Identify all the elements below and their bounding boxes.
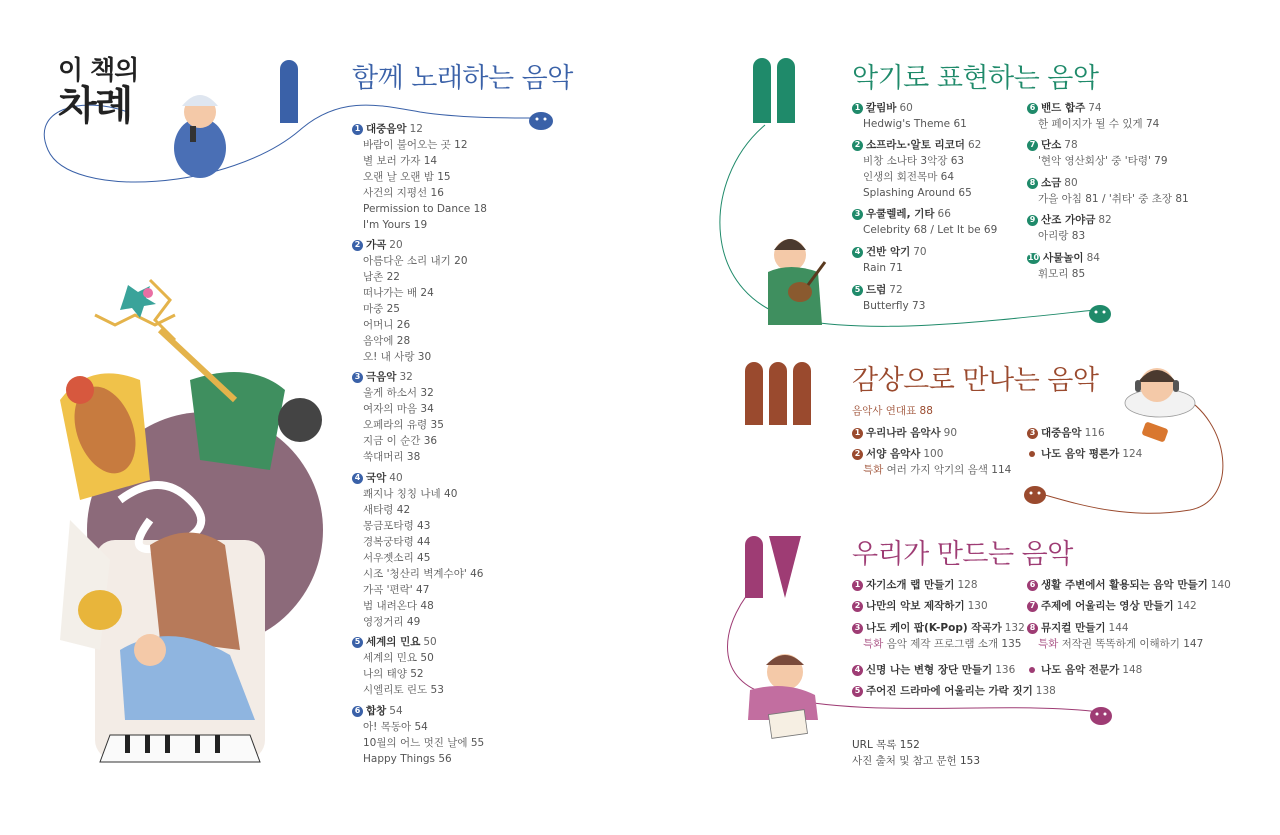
list-item[interactable]: 경복궁타령 44 [363, 536, 431, 548]
section-title[interactable]: 생활 주변에서 활용되는 음악 만들기 [1041, 579, 1208, 591]
section-page: 74 [1088, 102, 1102, 114]
list-item[interactable]: Hedwig's Theme 61 [863, 118, 967, 130]
part2-section-6 [1027, 100, 1159, 132]
section-title[interactable]: 주어진 드라마에 어울리는 가락 짓기 [866, 685, 1033, 697]
part3-section-3 [1027, 425, 1105, 441]
list-item[interactable]: Celebrity 68 / Let It be 69 [863, 224, 998, 236]
list-item[interactable]: 마중 25 [363, 303, 400, 315]
list-item[interactable]: 사건의 지평선 16 [363, 187, 444, 199]
section-page: 62 [967, 139, 982, 151]
section-number: 3 [352, 372, 363, 383]
part4-section-1 [852, 577, 978, 593]
list-item[interactable]: 오페라의 유령 35 [363, 419, 444, 431]
section-number: 7 [1027, 140, 1038, 151]
list-item[interactable]: 영정거리 49 [363, 616, 421, 628]
section-page: 130 [967, 600, 988, 612]
section-number: 5 [852, 285, 863, 296]
section-title[interactable]: 국악 [366, 472, 387, 484]
special-label: 특화 [863, 638, 884, 650]
part1-section-5 [352, 634, 444, 698]
section-page: 140 [1210, 579, 1231, 591]
list-item[interactable]: 아리랑 83 [1038, 230, 1086, 242]
section-title[interactable]: 세계의 민요 [366, 636, 421, 648]
section-page: 70 [913, 246, 927, 258]
list-item[interactable]: 아름다운 소리 내기 20 [363, 255, 468, 267]
part2-numeral [753, 58, 795, 123]
section-number: 2 [852, 140, 863, 151]
section-page: 138 [1035, 685, 1056, 697]
section-page: 90 [943, 427, 958, 439]
appendix-sources[interactable]: 사진 출처 및 참고 문헌 153 [852, 755, 981, 767]
section-page: 40 [389, 472, 403, 484]
section-page: 12 [409, 123, 423, 135]
section-number: 6 [1027, 103, 1038, 114]
ukulele-player-illustration [768, 239, 825, 325]
list-item[interactable]: 가곡 '편락' 47 [363, 584, 430, 596]
part3-section-1 [852, 425, 957, 441]
list-item[interactable]: 가을 아침 81 / '취타' 중 초장 81 [1038, 193, 1189, 205]
list-item[interactable]: 음악 제작 프로그램 소개 135 [886, 638, 1022, 650]
section-page: 50 [423, 636, 437, 648]
section-title[interactable]: 우리나라 음악사 [866, 427, 941, 439]
part1-section-3 [352, 369, 444, 465]
section-number: 4 [352, 473, 363, 484]
list-item[interactable]: 어머니 26 [363, 319, 411, 331]
part2-section-4 [852, 244, 927, 276]
part4-section-7 [1027, 598, 1197, 614]
section-page: 142 [1176, 600, 1197, 612]
section-title[interactable]: 신명 나는 변형 장단 만들기 [866, 664, 993, 676]
section-title[interactable]: 밴드 합주 [1041, 102, 1086, 114]
list-item[interactable]: 오! 내 사랑 30 [363, 351, 432, 363]
bullet-icon [1029, 451, 1035, 457]
section-number: 2 [352, 240, 363, 251]
band-illustration [60, 280, 323, 762]
list-item[interactable]: Permission to Dance 18 [363, 203, 487, 215]
section-title[interactable]: 서양 음악사 [866, 448, 921, 460]
part4-section-3 [852, 620, 1025, 652]
list-item[interactable]: 떠나가는 배 24 [363, 287, 434, 299]
list-item[interactable]: 시조 '청산리 벽계수야' 46 [363, 568, 484, 580]
special-label: 특화 [863, 464, 884, 476]
section-title[interactable]: 주제에 어울리는 영상 만들기 [1041, 600, 1174, 612]
list-item[interactable]: 여러 가지 악기의 음색 114 [886, 464, 1012, 476]
part1-section-4 [352, 470, 483, 630]
list-item[interactable]: 아! 목동아 54 [363, 721, 428, 733]
section-number: 8 [1027, 178, 1038, 189]
part1-section-6 [352, 703, 484, 767]
part4-title: 우리가 만드는 음악 [852, 539, 1073, 570]
list-item[interactable]: 쑥대머리 38 [363, 451, 421, 463]
section-page: 78 [1064, 139, 1078, 151]
list-item[interactable]: 시엘리토 린도 53 [363, 684, 444, 696]
singer-illustration [174, 95, 226, 178]
section-page: 54 [389, 705, 403, 717]
part3-section-2 [852, 446, 1011, 478]
appendix [852, 737, 980, 769]
list-item[interactable]: 저작권 똑똑하게 이해하기 147 [1061, 638, 1204, 650]
section-title[interactable]: 소프라노·알토 리코더 [866, 139, 965, 151]
part4-section-5 [852, 683, 1056, 699]
part2-section-10 [1027, 250, 1100, 282]
list-item[interactable]: '현악 영산회상' 중 '타령' 79 [1038, 155, 1168, 167]
creature-part2 [1089, 305, 1111, 323]
part1-numeral [280, 60, 298, 123]
section-number: 4 [852, 247, 863, 258]
section-page: 84 [1086, 252, 1100, 264]
part2-title: 악기로 표현하는 음악 [852, 63, 1099, 94]
section-number: 1 [352, 124, 363, 135]
section-title[interactable]: 자기소개 랩 만들기 [866, 579, 955, 591]
list-item[interactable]: 새타령 42 [363, 504, 411, 516]
part4-section-8 [1027, 620, 1203, 652]
list-item[interactable]: 휘모리 85 [1038, 268, 1086, 280]
section-number: 7 [1027, 601, 1038, 612]
part4-section-4 [852, 662, 1015, 678]
section-number: 5 [852, 686, 863, 697]
list-item[interactable]: 서우젯소리 45 [363, 552, 431, 564]
section-page: 82 [1098, 214, 1112, 226]
part4-numeral [745, 536, 801, 598]
section-title[interactable]: 대중음악 [1041, 427, 1082, 439]
section-page: 100 [923, 448, 944, 460]
part4-section-2 [852, 598, 988, 614]
section-number: 5 [352, 637, 363, 648]
section-number: 8 [1027, 623, 1038, 634]
list-item[interactable]: 바람이 불어오는 곳 12 [363, 139, 468, 151]
section-title[interactable]: 단소 [1041, 139, 1062, 151]
section-title[interactable]: 우쿨렐레, 기타 [866, 208, 935, 220]
part3-numeral [745, 362, 811, 425]
section-title[interactable]: 나도 음악 평론가 [1041, 448, 1120, 460]
creature-part3 [1024, 486, 1046, 504]
section-number: 3 [852, 623, 863, 634]
section-title[interactable]: 대중음악 [366, 123, 407, 135]
list-item[interactable]: Happy Things 56 [363, 753, 452, 765]
list-item[interactable]: 나의 태양 52 [363, 668, 424, 680]
part4-section-6 [1027, 577, 1231, 593]
part2-section-9 [1027, 212, 1112, 244]
section-number: 9 [1027, 215, 1038, 226]
section-number: 2 [852, 601, 863, 612]
section-title[interactable]: 소금 [1041, 177, 1062, 189]
section-title[interactable]: 산조 가야금 [1041, 214, 1096, 226]
list-item[interactable]: 별 보러 가자 14 [363, 155, 438, 167]
list-item[interactable]: 비창 소나타 3악장 63 [863, 155, 965, 167]
section-number: 1 [852, 580, 863, 591]
section-page: 128 [957, 579, 978, 591]
list-item[interactable]: Splashing Around 65 [863, 187, 972, 199]
list-item[interactable]: 인생의 회전목마 64 [863, 171, 955, 183]
section-title[interactable]: 극음악 [366, 371, 397, 383]
list-item[interactable]: 울게 하소서 32 [363, 387, 434, 399]
section-page: 20 [389, 239, 403, 251]
bullet-icon [1029, 667, 1035, 673]
section-number: 4 [852, 665, 863, 676]
section-page: 148 [1122, 664, 1143, 676]
appendix-url-list[interactable]: URL 목록 152 [852, 739, 920, 751]
section-title[interactable]: 나도 음악 전문가 [1041, 664, 1120, 676]
section-number: 3 [852, 209, 863, 220]
section-page: 72 [889, 284, 903, 296]
part3-intro [852, 403, 933, 419]
section-page: 124 [1122, 448, 1143, 460]
list-item[interactable]: 지금 이 순간 36 [363, 435, 438, 447]
part2-section-5 [852, 282, 925, 314]
list-item[interactable]: 쾌지나 칭칭 나네 40 [363, 488, 458, 500]
list-item[interactable]: 10월의 어느 멋진 날에 55 [363, 737, 485, 749]
section-title[interactable]: 뮤지컬 만들기 [1041, 622, 1106, 634]
part2-section-3 [852, 206, 997, 238]
part2-section-7 [1027, 137, 1168, 169]
timeline-link[interactable]: 음악사 연대표 88 [852, 405, 933, 417]
section-number: 1 [852, 103, 863, 114]
section-page: 116 [1084, 427, 1105, 439]
part2-section-1 [852, 100, 967, 132]
section-page: 144 [1108, 622, 1129, 634]
section-title[interactable]: 드럼 [866, 284, 887, 296]
list-item[interactable]: 세계의 민요 50 [363, 652, 434, 664]
section-number: 10 [1027, 253, 1040, 262]
section-number: 2 [852, 449, 863, 460]
list-item[interactable]: 한 페이지가 될 수 있게 74 [1038, 118, 1160, 130]
section-page: 80 [1064, 177, 1078, 189]
book-title-line2: 차례 [58, 83, 132, 129]
creature-part4 [1090, 707, 1112, 725]
section-number: 6 [1027, 580, 1038, 591]
part1-title: 함께 노래하는 음악 [352, 63, 573, 94]
listener-illustration [1125, 368, 1195, 443]
section-number: 6 [352, 706, 363, 717]
book-title-line1: 이 책의 [58, 56, 139, 86]
composer-illustration [748, 654, 818, 738]
part2-section-8 [1027, 175, 1189, 207]
section-title[interactable]: 나만의 악보 제작하기 [866, 600, 965, 612]
section-title[interactable]: 가곡 [366, 239, 387, 251]
section-page: 60 [899, 102, 913, 114]
section-page: 32 [399, 371, 413, 383]
section-page: 66 [937, 208, 951, 220]
list-item[interactable]: 여자의 마음 34 [363, 403, 434, 415]
section-title[interactable]: 합창 [366, 705, 387, 717]
part4-section-expert [1027, 662, 1142, 678]
section-title[interactable]: 나도 케이 팝(K-Pop) 작곡가 [866, 622, 1002, 634]
list-item[interactable]: 범 내려온다 48 [363, 600, 434, 612]
book-title [58, 56, 139, 129]
list-item[interactable]: I'm Yours 19 [363, 219, 428, 231]
part1-section-2 [352, 237, 468, 365]
list-item[interactable]: 남촌 22 [363, 271, 400, 283]
section-title[interactable]: 사물놀이 [1043, 252, 1084, 264]
part3-title: 감상으로 만나는 음악 [852, 365, 1099, 396]
list-item[interactable]: 음악에 28 [363, 335, 411, 347]
list-item[interactable]: 몽금포타령 43 [363, 520, 431, 532]
section-number: 3 [1027, 428, 1038, 439]
section-title[interactable]: 건반 악기 [866, 246, 911, 258]
list-item[interactable]: Butterfly 73 [863, 300, 926, 312]
list-item[interactable]: Rain 71 [863, 262, 903, 274]
part3-section-critic [1027, 446, 1142, 462]
list-item[interactable]: 오랜 날 오랜 밤 15 [363, 171, 451, 183]
section-number: 1 [852, 428, 863, 439]
part1-section-1 [352, 121, 487, 233]
section-title[interactable]: 칼림바 [866, 102, 897, 114]
special-label: 특화 [1038, 638, 1059, 650]
part2-section-2 [852, 137, 981, 201]
creature-part1 [529, 112, 553, 130]
section-page: 136 [995, 664, 1016, 676]
section-page: 132 [1004, 622, 1025, 634]
